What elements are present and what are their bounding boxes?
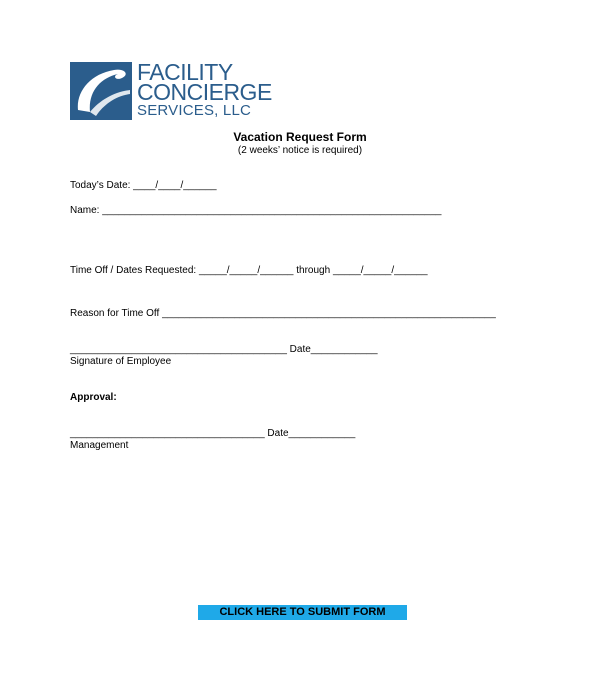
- form-title: Vacation Request Form: [233, 130, 367, 144]
- logo-line-3: SERVICES, LLC: [137, 102, 252, 119]
- employee-signature-field[interactable]: _______________________________________ Date____________: [70, 344, 378, 355]
- time-off-dates-field[interactable]: Time Off / Dates Requested: _____/_____/______ through _____/_____/______: [70, 265, 428, 276]
- logo-wordmark: [137, 59, 272, 120]
- logo-swoosh-icon: [70, 62, 132, 120]
- todays-date-field[interactable]: Today’s Date: ____/____/______: [70, 180, 217, 191]
- logo-line-1: FACILITY: [137, 59, 233, 85]
- approval-heading: Approval:: [70, 392, 117, 403]
- company-logo: [70, 59, 280, 120]
- form-subtitle: (2 weeks’ notice is required): [237, 145, 363, 156]
- employee-signature-label: Signature of Employee: [70, 356, 172, 367]
- reason-field[interactable]: Reason for Time Off ____________________________________________________________: [70, 308, 496, 319]
- management-signature-field[interactable]: ___________________________________ Date____________: [70, 428, 356, 439]
- management-label: Management: [70, 440, 129, 451]
- logo-line-2: CONCIERGE: [137, 79, 272, 105]
- name-field[interactable]: Name: _____________________________________________________________: [70, 205, 442, 216]
- submit-form-button[interactable]: CLICK HERE TO SUBMIT FORM: [198, 605, 407, 620]
